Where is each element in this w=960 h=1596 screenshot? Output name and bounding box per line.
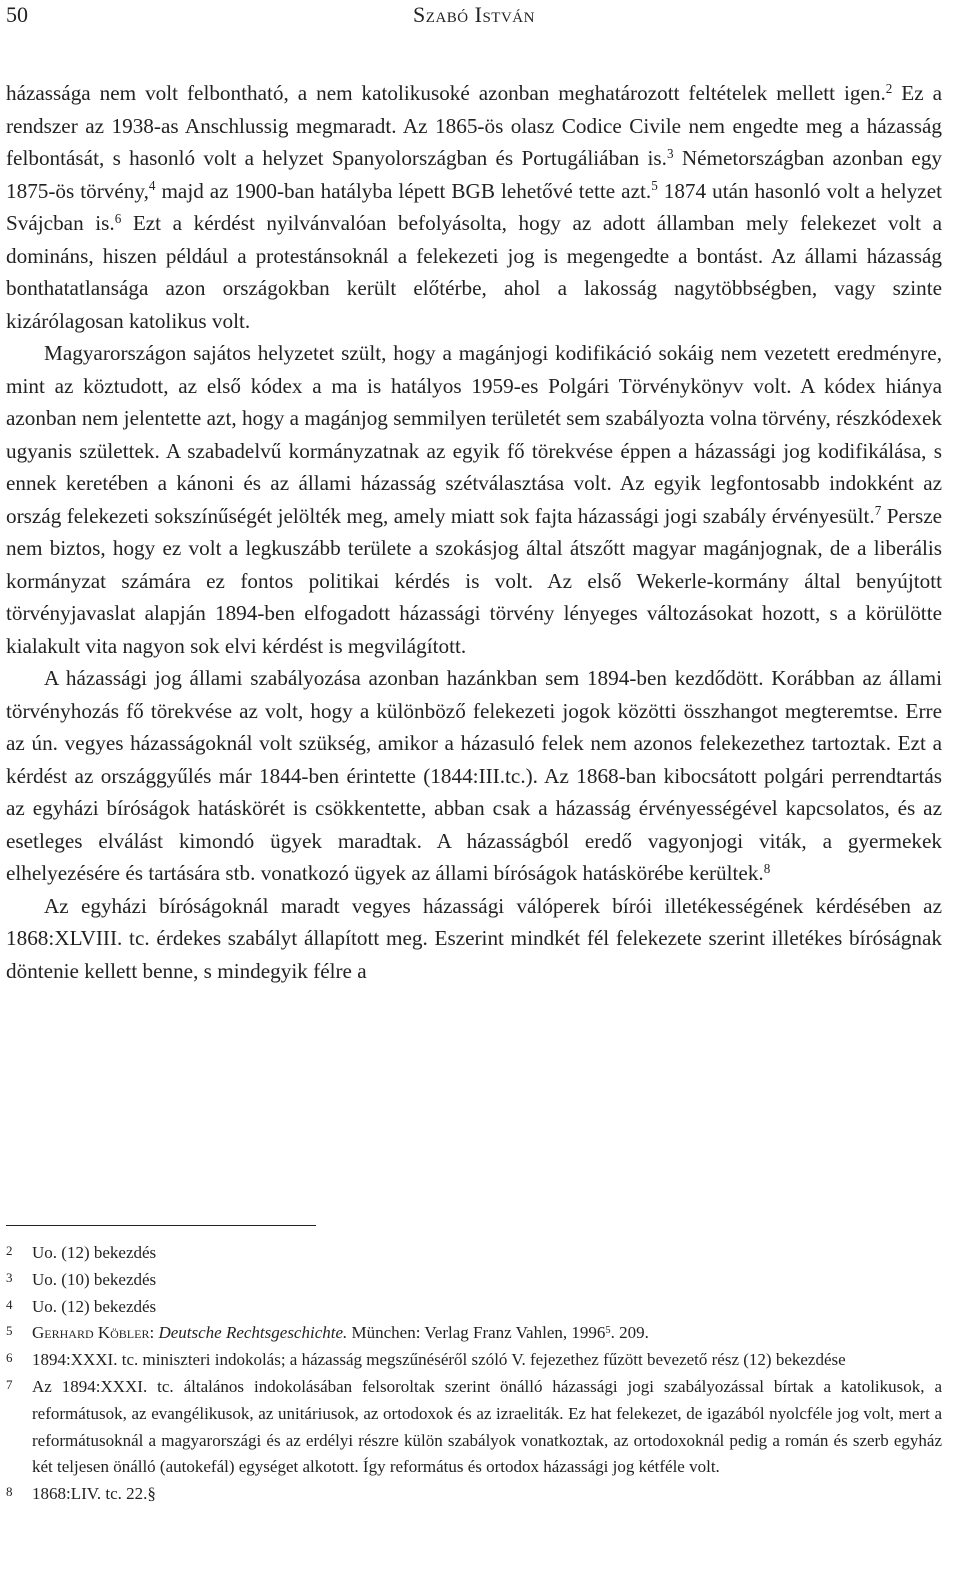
text-run: Persze nem biztos, hogy ez volt a legkuszább területe a szokásjog által átszőtt magyar magánjognak, de a liberális kormányzat számára ez fontos politikai kérdés is volt. Az első Wekerle-kormány által benyújtott törvényjavaslat alapján 1894-ben elfogadott házassági törvény lényeges változásokat hozott, s a körülötte kialakult vita nagyon sok elvi kérdést is megvilágított. [6,503,942,658]
footnote-separator [6,1225,316,1226]
edition-superscript: 5 [605,1324,611,1336]
footnote-2 [6,1240,942,1267]
text-run: Németországban azonban egy 1875-ös törvény, [6,146,943,203]
paragraph-1 [6,77,942,337]
text-run: Ez a rendszer az 1938-as Anschlussig megmaradt. Az 1865-ös olasz Codice Civile nem engedte meg a házasság felbontását, s hasonló volt a helyzet Spanyolországban és Portugáliában is. [6,81,942,170]
footnote-number: 6 [6,1350,13,1366]
text-run: Az egyházi bíróságoknál maradt vegyes házassági válóperek bírói illetékességének kérdésében az 1868:XLVIII. tc. érdekes szabályt állapított meg. Eszerint mindkét fél felekezete szerint illetékes bíróságnak döntenie kellett benne, s mindegyik félre a [6,893,942,983]
footnote-number: 4 [6,1296,13,1312]
text-run: Magyarországon sajátos helyzetet szült, hogy a magánjogi kodifikáció sokáig nem vezetett eredményre, mint az köztudott, az első kódex a ma is hatályos 1959-es Polgári Törvénykönyv volt. A kódex hiánya azonban nem jelentette azt, hogy a magánjog semmilyen területét sem szabályozta volna törvény, részkódexek ugyanis születtek. A szabadelvű kormányzatnak az egyik fő törekvése éppen a házassági jog kodifikálása, s ennek keretében a kánoni és az állami házasság szétválasztása volt. Az egyik legfontosabb indokként az ország felekezeti sokszínűségét jelölték meg, amely miatt sok fajta házassági jogi szabály érvényesült. [6,341,942,528]
footnote-4 [6,1294,942,1321]
footnote-title: Deutsche Rechtsgeschichte. [158,1323,348,1343]
footnote-ref-3[interactable]: 3 [666,145,674,161]
footnotes [6,1240,942,1508]
footnote-ref-8[interactable]: 8 [763,860,771,876]
footnote-8 [6,1481,942,1508]
footnote-ref-6[interactable]: 6 [114,210,122,226]
text-run: A házassági jog állami szabályozása azonban hazánkban sem 1894-ben kezdődött. Korábban az állami törvényhozás fő törekvése az volt, hogy a különböző felekezeti jogok közötti összhangot megteremtse. Erre az ún. vegyes házasságoknál volt szükség, amikor a házasuló felek nem azonos felekezethez tartoztak. Ezt a kérdést az országgyűlés már 1844-ben érintette (1844:III.tc.). Az 1868-ban kibocsátott polgári perrendtartás az egyházi bíróságok hatáskörét is csökkentette, abban csak a házasság érvényességével kapcsolatos, és az esetleges elválást kimondó ügyek maradtak. A házasságból eredő vagyonjogi viták, a gyermekek elhelyezésére és tartására stb. vonatkozó ügyek az állami bíróságok hatáskörébe kerültek. [6,666,942,885]
footnote-ref-4[interactable]: 4 [148,178,156,194]
text-run: 1874 után hasonló volt a helyzet Svájcban is. [6,178,942,235]
text-run: Ezt a kérdést nyilvánvalóan befolyásolta, hogy az adott államban mely felekezet volt a domináns, hiszen például a protestánsoknál a felekezeti jog is megengedte a bontást. Az állami házasság bonthatatlansága azon országokban került előtérbe, ahol a lakosság nagytöbbségben, vagy szinte kizárólagosan katolikus volt. [6,211,942,333]
footnote-3 [6,1267,942,1294]
footnote-number: 8 [6,1484,13,1500]
paragraph-4 [6,890,942,988]
page-header [6,2,942,32]
footnote-number: 7 [6,1376,13,1392]
footnote-text: Uo. (10) bekezdés [32,1269,157,1289]
text-run: majd az 1900-ban hatályba lépett BGB lehetővé tette azt. [155,178,652,203]
footnote-text: 1868:LIV. tc. 22.§ [32,1484,156,1504]
main-text [6,77,942,987]
footnote-text: 1894:XXXI. tc. miniszteri indokolás; a házasság megszűnéséről szóló V. fejezethez fűzött bevezető rész (12) bekezdése [32,1350,846,1370]
footnote-text: Uo. (12) bekezdés [32,1296,157,1316]
footnote-7 [6,1374,942,1481]
footnote-ref-5[interactable]: 5 [651,178,658,194]
text-run: házassága nem volt felbontható, a nem katolikusoké azonban meghatározott feltételek mellett igen. [6,81,886,105]
running-head-author: Szabó István [413,2,535,27]
paragraph-2 [6,337,942,662]
paragraph-3 [6,662,942,890]
footnote-number: 2 [6,1243,13,1258]
page-number: 50 [6,2,28,27]
footnote-number: 3 [6,1269,13,1285]
footnote-author: Gerhard Köbler: [32,1323,155,1343]
footnote-text: Az 1894:XXXI. tc. általános indokolásában felsoroltak szerint önálló házassági jogi szabályozással bírtak a katolikusok, a reformátusok, az evangélikusok, az unitáriusok, az ortodoxok és az izraeliták. Ez hat felekezet, de igazából nyolcféle jog volt, mert a reformátusoknál a magyarországi és az erdélyi részre külön szabályok vonatkoztak, az ortodoxoknál pedig a román és szerb egyház két teljesen önálló (autokefál) egységet alkotott. Így református és ortodox házassági jog kétféle volt. [32,1376,942,1477]
footnote-text: München: Verlag Franz Vahlen, 1996 [347,1323,606,1343]
footnote-ref-2[interactable]: 2 [885,80,893,96]
footnote-number: 5 [6,1323,13,1339]
footnote-6 [6,1347,942,1374]
footnote-text: Uo. (12) bekezdés [32,1243,157,1262]
footnote-text: . 209. [610,1323,649,1343]
footnote-5 [6,1320,942,1347]
footnote-ref-7[interactable]: 7 [874,503,882,519]
